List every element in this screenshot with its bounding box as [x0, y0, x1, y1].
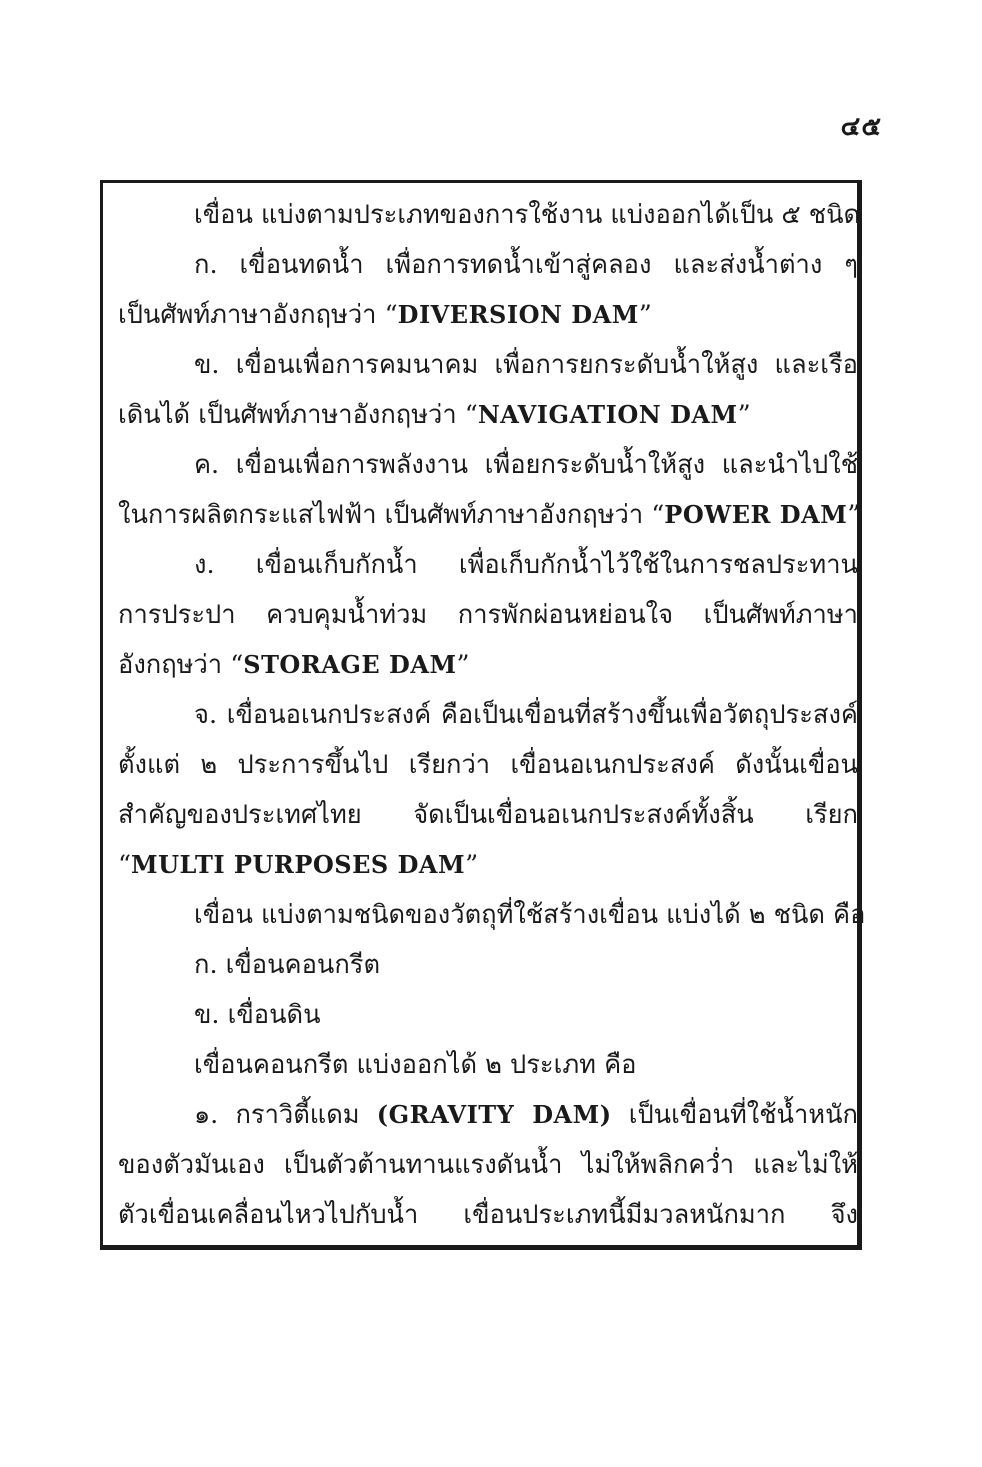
text-line: ในการผลิตกระแสไฟฟ้า เป็นศัพท์ภาษาอังกฤษว่า “POWER DAM”: [118, 500, 861, 530]
text-line: ตัวเขื่อนเคลื่อนไหวไปกับน้ำ เขื่อนประเภทนี้มีมวลหนักมาก จึง: [118, 1200, 858, 1230]
text-line: ข. เขื่อนดิน: [194, 1000, 321, 1030]
text-line: เป็นศัพท์ภาษาอังกฤษว่า “DIVERSION DAM”: [118, 300, 652, 330]
text-block: [118, 190, 866, 1240]
text-line: สำคัญของประเทศไทย จัดเป็นเขื่อนอเนกประสงค์ทั้งสิ้น เรียก: [118, 800, 858, 830]
english-term: DIVERSION DAM: [397, 300, 639, 329]
text-line: จ. เขื่อนอเนกประสงค์ คือเป็นเขื่อนที่สร้างขึ้นเพื่อวัตถุประสงค์: [194, 700, 858, 730]
text-line: ก. เขื่อนทดน้ำ เพื่อการทดน้ำเข้าสู่คลอง และส่งน้ำต่าง ๆ: [194, 250, 858, 280]
text-line: ค. เขื่อนเพื่อการพลังงาน เพื่อยกระดับน้ำให้สูง และนำไปใช้: [194, 450, 858, 480]
text-line: การประปา ควบคุมน้ำท่วม การพักผ่อนหย่อนใจ เป็นศัพท์ภาษา: [118, 600, 858, 630]
text-line: อังกฤษว่า “STORAGE DAM”: [118, 650, 470, 680]
page-number: ๔๕: [840, 112, 882, 142]
text-line: ง. เขื่อนเก็บกักน้ำ เพื่อเก็บกักน้ำไว้ใช้ในการชลประทาน: [194, 550, 858, 580]
text-line: เขื่อน แบ่งตามชนิดของวัตถุที่ใช้สร้างเขื่อน แบ่งได้ ๒ ชนิด คือ: [194, 900, 866, 930]
text-line: ตั้งแต่ ๒ ประการขึ้นไป เรียกว่า เขื่อนอเนกประสงค์ ดังนั้นเขื่อน: [118, 750, 858, 780]
text-line: เดินได้ เป็นศัพท์ภาษาอังกฤษว่า “NAVIGATION DAM”: [118, 400, 751, 430]
text-line: ข. เขื่อนเพื่อการคมนาคม เพื่อการยกระดับน้ำให้สูง และเรือ: [194, 350, 858, 380]
english-term: (GRAVITY DAM): [376, 1100, 612, 1129]
text-line: “MULTI PURPOSES DAM”: [118, 850, 479, 880]
english-term: STORAGE DAM: [243, 650, 457, 679]
text-line: ก. เขื่อนคอนกรีต: [194, 950, 381, 980]
text-line: ของตัวมันเอง เป็นตัวต้านทานแรงดันน้ำ ไม่ให้พลิกคว่ำ และไม่ให้: [118, 1150, 858, 1180]
text-line: ๑. กราวิตี้แดม (GRAVITY DAM) เป็นเขื่อนที่ใช้น้ำหนัก: [194, 1100, 858, 1130]
text-line: เขื่อนคอนกรีต แบ่งออกได้ ๒ ประเภท คือ: [194, 1050, 637, 1080]
english-term: NAVIGATION DAM: [477, 400, 738, 429]
english-term: POWER DAM: [664, 500, 848, 529]
english-term: MULTI PURPOSES DAM: [131, 850, 466, 879]
text-line: เขื่อน แบ่งตามประเภทของการใช้งาน แบ่งออกได้เป็น ๕ ชนิด: [194, 200, 861, 230]
